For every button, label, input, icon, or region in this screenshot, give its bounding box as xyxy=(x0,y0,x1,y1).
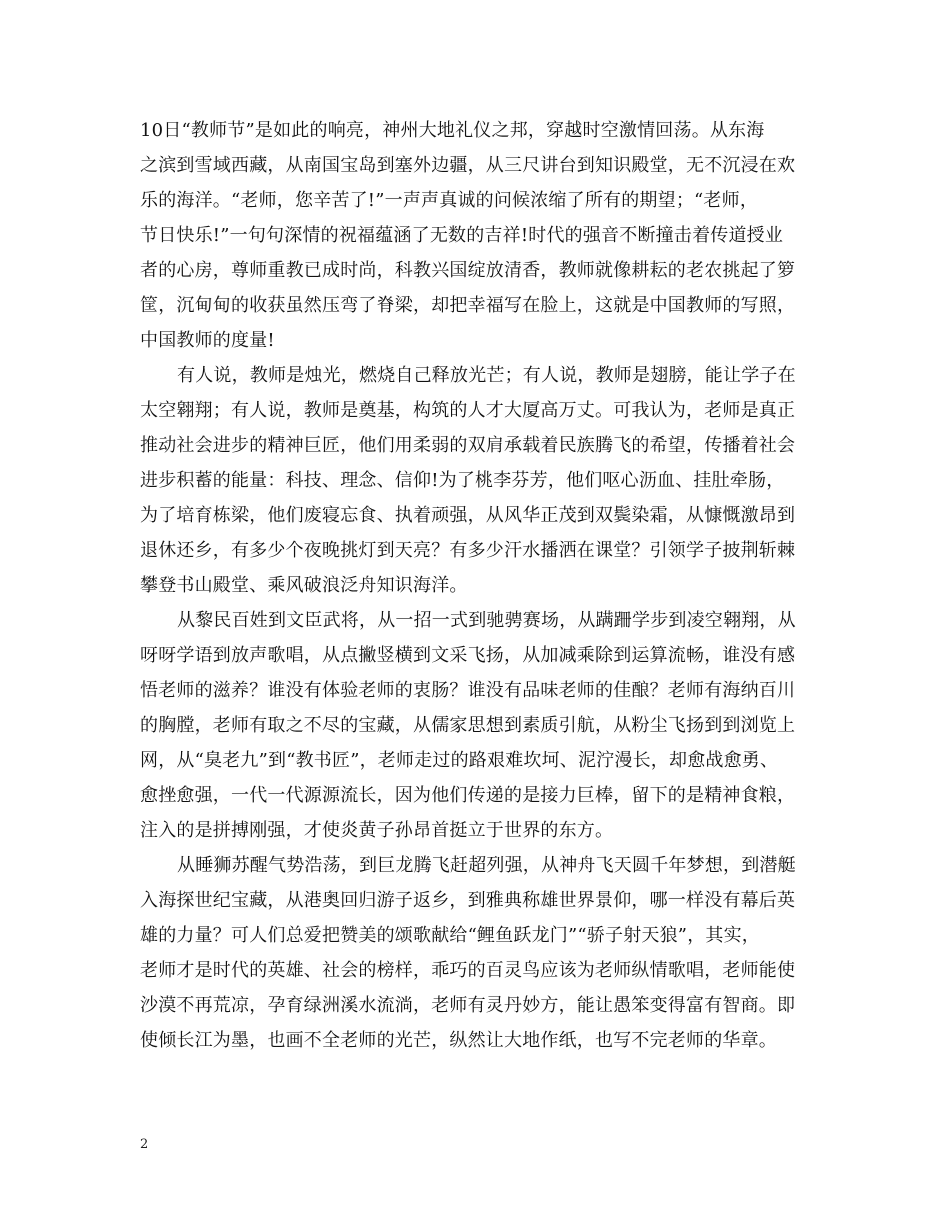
page-number: 2 xyxy=(140,1137,149,1152)
paragraph-line: 者的心房，尊师重教已成时尚，科教兴国绽放清香，教师就像耕耘的老农挑起了箩 xyxy=(140,260,796,281)
paragraph-line: 老师才是时代的英雄、社会的榜样，乖巧的百灵鸟应该为老师纵情歌唱，老师能使 xyxy=(140,960,796,981)
paragraph-line: 筐，沉甸甸的收获虽然压弯了脊梁，却把幸福写在脸上，这就是中国教师的写照， xyxy=(140,295,796,316)
paragraph xyxy=(140,603,815,848)
paragraph-line: 为了培育栋梁，他们废寝忘食、执着顽强，从风华正茂到双鬓染霜，从慷慨激昂到 xyxy=(140,505,796,526)
paragraph-line: 从睡狮苏醒气势浩荡，到巨龙腾飞赶超列强，从神舟飞天圆千年梦想，到潜艇 xyxy=(177,855,796,876)
paragraph-line: 进步积蓄的能量：科技、理念、信仰!为了桃李芬芳，他们呕心沥血、挂肚牵肠， xyxy=(140,470,785,491)
paragraph-line: 呀呀学语到放声歌唱，从点撇竖横到文采飞扬，从加减乘除到运算流畅，谁没有感 xyxy=(140,645,796,666)
paragraph-line: 入海探世纪宝藏，从港奥回归游子返乡，到雅典称雄世界景仰，哪一样没有幕后英 xyxy=(140,890,796,911)
paragraph-line: 节日快乐!”一句句深情的祝福蕴涵了无数的吉祥!时代的强音不断撞击着传道授业 xyxy=(140,225,784,246)
paragraph-line: 推动社会进步的精神巨匠，他们用柔弱的双肩承载着民族腾飞的希望，传播着社会 xyxy=(140,435,796,456)
paragraph-line: 的胸膛，老师有取之不尽的宝藏，从儒家思想到素质引航，从粉尘飞扬到到浏览上 xyxy=(140,715,796,736)
paragraph-line: 太空翱翔；有人说，教师是奠基，构筑的人才大厦高万丈。可我认为，老师是真正 xyxy=(140,400,796,421)
paragraph-line: 乐的海洋。“老师，您辛苦了!”一声声真诚的问候浓缩了所有的期望；“老师， xyxy=(140,190,759,211)
paragraph-line: 退休还乡，有多少个夜晚挑灯到天亮？有多少汗水播洒在课堂？引领学子披荆斩棘 xyxy=(140,540,796,561)
paragraph-line: 悟老师的滋养？谁没有体验老师的衷肠？谁没有品味老师的佳酿？老师有海纳百川 xyxy=(140,680,796,701)
paragraph xyxy=(140,848,815,1058)
paragraph-line: 注入的是拼搏刚强，才使炎黄子孙昂首挺立于世界的东方。 xyxy=(140,820,614,841)
document-body xyxy=(140,113,815,1058)
paragraph-line: 攀登书山殿堂、乘风破浪泛舟知识海洋。 xyxy=(140,575,468,596)
paragraph xyxy=(140,113,815,358)
paragraph-line: 愈挫愈强，一代一代源源流长，因为他们传递的是接力巨棒，留下的是精神食粮， xyxy=(140,785,796,806)
paragraph-line: 使倾长江为墨，也画不全老师的光芒，纵然让大地作纸，也写不完老师的华章。 xyxy=(140,1030,777,1051)
paragraph-line: 沙漠不再荒凉，孕育绿洲溪水流淌，老师有灵丹妙方，能让愚笨变得富有智商。即 xyxy=(140,995,796,1016)
paragraph-line: 10日“教师节”是如此的响亮，神州大地礼仪之邦，穿越时空激情回荡。从东海 xyxy=(140,120,765,141)
paragraph-line: 雄的力量？可人们总爱把赞美的颂歌献给“鲤鱼跃龙门”“骄子射天狼”，其实， xyxy=(140,925,761,946)
paragraph-line: 从黎民百姓到文臣武将，从一招一式到驰骋赛场，从蹒跚学步到凌空翱翔，从 xyxy=(177,610,796,631)
paragraph-line: 中国教师的度量! xyxy=(140,330,275,351)
paragraph xyxy=(140,358,815,603)
paragraph-line: 网，从“臭老九”到“教书匠”，老师走过的路艰难坎坷、泥泞漫长，却愈战愈勇、 xyxy=(140,750,779,771)
paragraph-line: 有人说，教师是烛光，燃烧自己释放光芒；有人说，教师是翅膀，能让学子在 xyxy=(177,365,796,386)
paragraph-line: 之滨到雪域西藏，从南国宝岛到塞外边疆，从三尺讲台到知识殿堂，无不沉浸在欢 xyxy=(140,155,796,176)
